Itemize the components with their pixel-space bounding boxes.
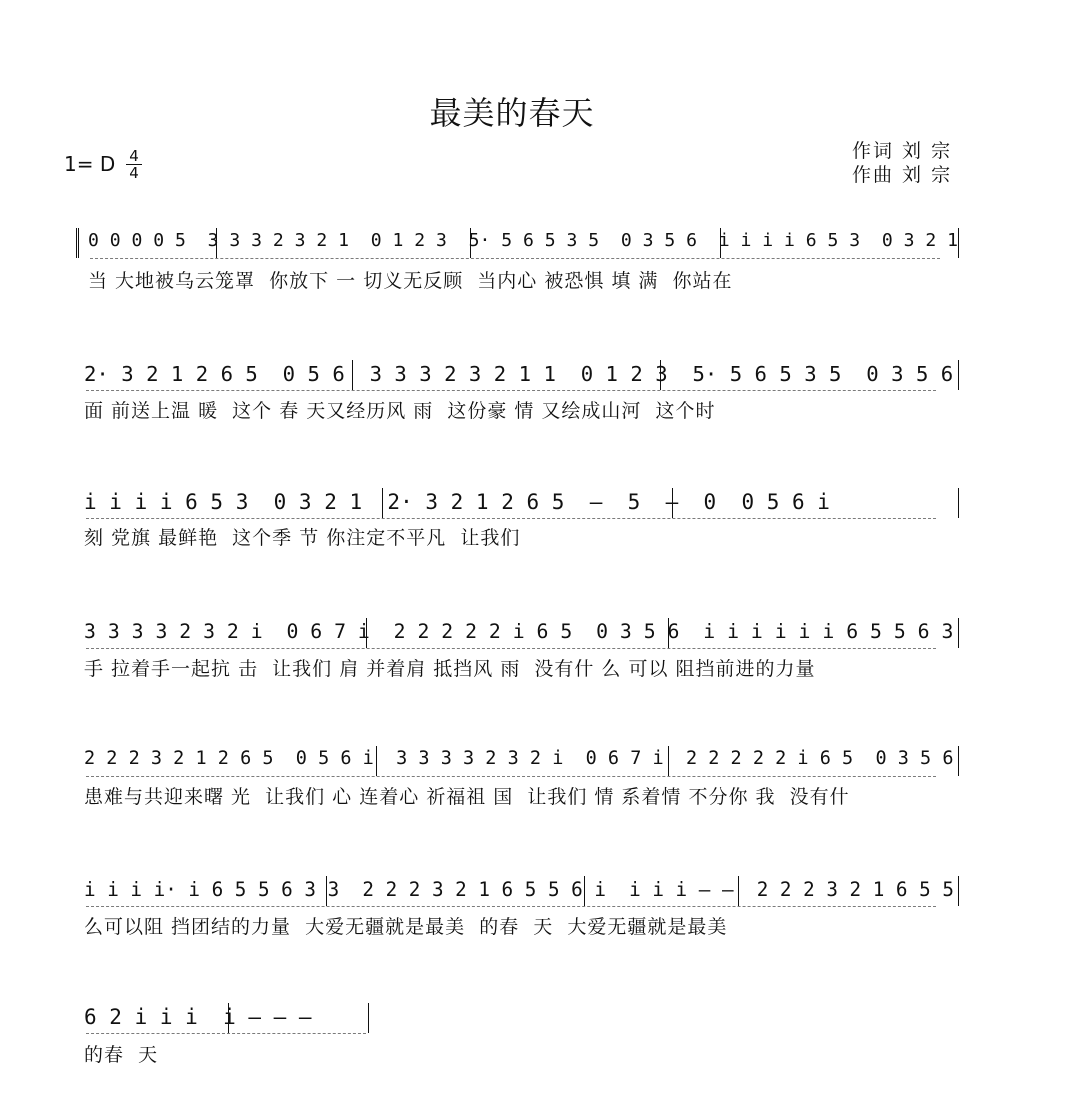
beam-line	[90, 258, 940, 259]
lyricist-credit: 作词 刘 宗	[852, 140, 953, 162]
notation-row: 3 3 3 3 2 3 2 i 0 6 7 i 2 2 2 2 2 i 6 5 0 3 5 6 i i i i i i 6 5 5 6 3	[84, 620, 954, 643]
lyrics-row: 么可以阻 挡团结的力量 大爱无疆就是最美 的春 天 大爱无疆就是最美	[84, 916, 728, 938]
barline	[352, 360, 353, 390]
barline	[216, 228, 217, 258]
barline	[720, 228, 721, 258]
time-signature-bottom: 4	[129, 164, 139, 182]
beam-line	[86, 906, 936, 907]
barline	[668, 618, 669, 648]
lyrics-row: 手 拉着手一起抗 击 让我们 肩 并着肩 抵挡风 雨 没有什 么 可以 阻挡前进的力量	[84, 658, 816, 680]
lyrics-row: 面 前送上温 暖 这个 春 天又经历风 雨 这份豪 情 又绘成山河 这个时	[84, 400, 716, 422]
barline	[738, 876, 739, 906]
barline	[958, 618, 959, 648]
barline	[584, 876, 585, 906]
beam-line	[86, 390, 936, 391]
beam-line	[86, 776, 936, 777]
lyrics-row: 的春 天	[84, 1044, 159, 1066]
barline	[958, 488, 959, 518]
barline	[660, 360, 661, 390]
notation-row: i i i i· i 6 5 5 6 3 3 2 2 2 3 2 1 6 5 5 6 i i i i — — 2 2 2 3 2 1 6 5 5	[84, 878, 954, 901]
barline	[958, 360, 959, 390]
barline	[78, 228, 79, 258]
barline	[376, 746, 377, 776]
beam-line	[86, 1033, 366, 1034]
notation-row: 0 0 0 0 5 3 3 3 2 3 2 1 0 1 2 3 5· 5 6 5 3 5 0 3 5 6 i i i i 6 5 3 0 3 2 1	[88, 230, 958, 251]
barline	[382, 488, 383, 518]
lyrics-row: 刻 党旗 最鲜艳 这个季 节 你注定不平凡 让我们	[84, 527, 521, 549]
composer-credit: 作曲 刘 宗	[852, 164, 953, 186]
lyrics-row: 当 大地被乌云笼罩 你放下 一 切义无反顾 当内心 被恐惧 填 满 你站在	[88, 270, 733, 292]
notation-row: 2 2 2 3 2 1 2 6 5 0 5 6 i 3 3 3 3 2 3 2 i 0 6 7 i 2 2 2 2 2 i 6 5 0 3 5 6	[84, 748, 954, 769]
barline-start	[76, 228, 77, 258]
notation-row: 6 2 i i i i — — —	[84, 1005, 312, 1029]
notation-row: i i i i 6 5 3 0 3 2 1 2· 3 2 1 2 6 5 — 5 — 0 0 5 6 i	[84, 490, 830, 514]
key-signature: 1= D	[64, 152, 116, 176]
time-signature-top: 4	[129, 147, 139, 165]
barline	[958, 876, 959, 906]
lyrics-row: 患难与共迎来曙 光 让我们 心 连着心 祈福祖 国 让我们 情 系着情 不分你 我 没有什	[84, 786, 850, 808]
barline	[958, 746, 959, 776]
barline	[366, 618, 367, 648]
barline	[470, 228, 471, 258]
song-title: 最美的春天	[429, 94, 595, 132]
barline	[672, 488, 673, 518]
time-signature	[126, 149, 142, 180]
beam-line	[86, 648, 936, 649]
barline	[228, 1003, 229, 1033]
barline	[958, 228, 959, 258]
barline	[326, 876, 327, 906]
beam-line	[86, 518, 936, 519]
barline	[668, 746, 669, 776]
notation-row: 2· 3 2 1 2 6 5 0 5 6 3 3 3 2 3 2 1 1 0 1 2 3 5· 5 6 5 3 5 0 3 5 6	[84, 362, 954, 386]
barline	[368, 1003, 369, 1033]
